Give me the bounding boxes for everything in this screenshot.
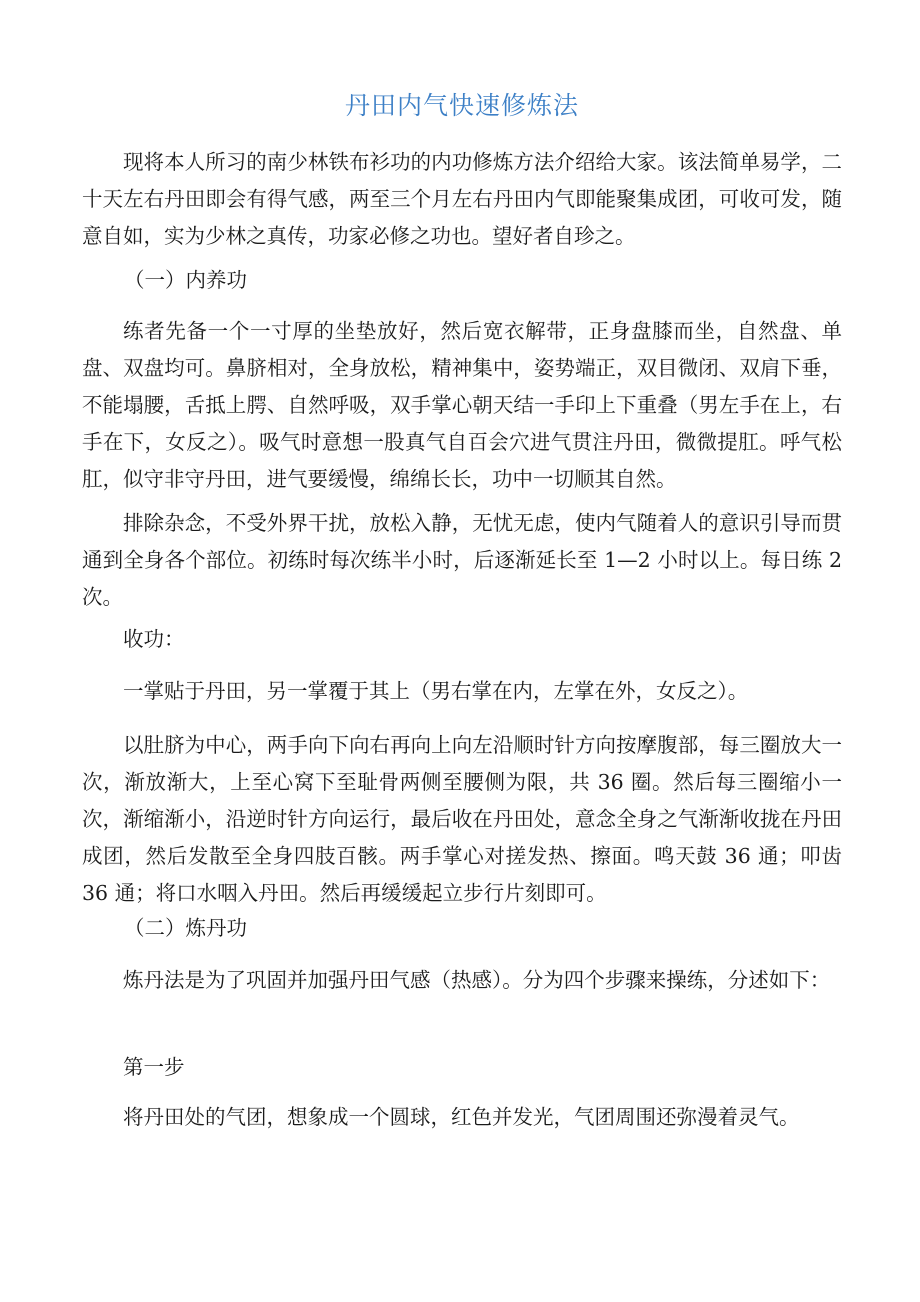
- shougong-paragraph-1: 一掌贴于丹田，另一掌覆于其上（男右掌在内，左掌在外，女反之）。: [123, 679, 749, 703]
- shougong-label: 收功：: [123, 627, 185, 651]
- intro-paragraph: 现将本人所习的南少林铁布衫功的内功修炼方法介绍给大家。该法简单易学，二十天左右丹田即会有得气感，两至三个月左右丹田内气即能聚集成团，可收可发，随意自如，实为少林之真传，功家必修之功也。望好者自珍之。: [82, 150, 842, 248]
- step1-label: 第一步: [123, 1055, 185, 1079]
- shougong-paragraph-2: 以肚脐为中心，两手向下向右再向上向左沿顺时针方向按摩腹部，每三圈放大一次，渐放渐大，上至心窝下至耻骨两侧至腰侧为限，共 36 圈。然后每三圈缩小一次，渐缩渐小，沿逆时针方向运行，最后收在丹田处，意念全身之气渐渐收拢在丹田成团，然后发散至全身四肢百骸。两手掌心对搓发热、擦面。鸣天鼓 36 通；叩齿 36 通；将口水咽入丹田。然后再缓缓起立步行片刻即可。: [82, 733, 842, 905]
- section-heading-liandan: （二）炼丹功: [124, 916, 247, 940]
- neiyang-paragraph-1: 练者先备一个一寸厚的坐垫放好，然后宽衣解带，正身盘膝而坐，自然盘、单盘、双盘均可。鼻脐相对，全身放松，精神集中，姿势端正，双目微闭、双肩下垂，不能塌腰，舌抵上腭、自然呼吸，双手掌心朝天结一手印上下重叠（男左手在上，右手在下，女反之）。吸气时意想一股真气自百会穴进气贯注丹田，微微提肛。呼气松肛，似守非守丹田，进气要缓慢，绵绵长长，功中一切顺其自然。: [82, 319, 842, 491]
- step1-paragraph: 将丹田处的气团，想象成一个圆球，红色并发光，气团周围还弥漫着灵气。: [123, 1105, 800, 1129]
- document-title: 丹田内气快速修炼法: [344, 91, 579, 120]
- neiyang-paragraph-2: 排除杂念，不受外界干扰，放松入静，无忧无虑，使内气随着人的意识引导而贯通到全身各个部位。初练时每次练半小时，后逐渐延长至 1—2 小时以上。每日练 2 次。: [82, 511, 842, 609]
- section-heading-neiyang: （一）内养功: [124, 268, 247, 292]
- liandan-paragraph-1: 炼丹法是为了巩固并加强丹田气感（热感）。分为四个步骤来操练，分述如下：: [123, 968, 831, 992]
